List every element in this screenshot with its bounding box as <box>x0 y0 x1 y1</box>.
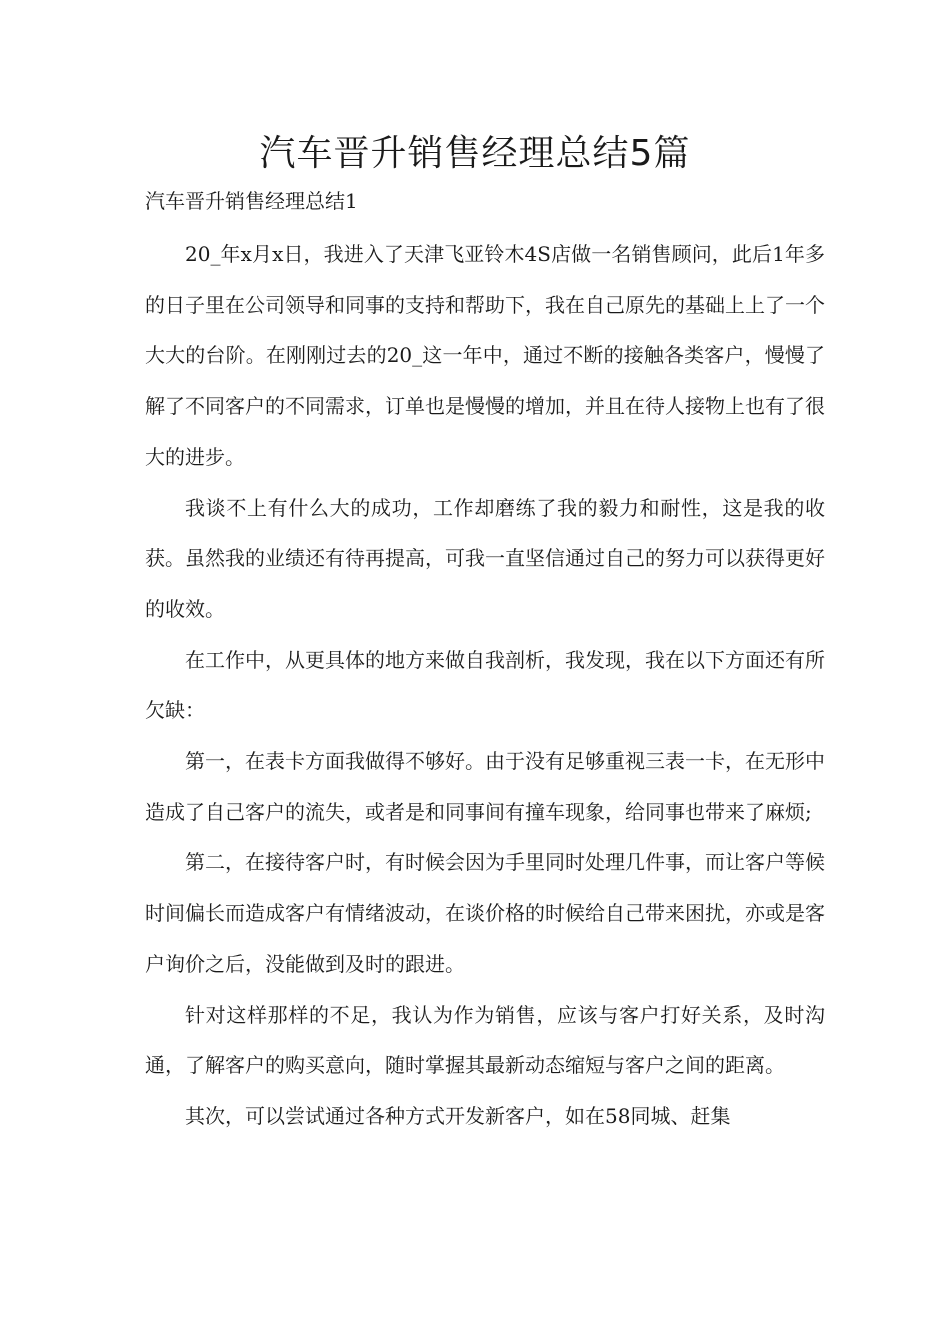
paragraph: 20_年x月x日，我进入了天津飞亚铃木4S店做一名销售顾问，此后1年多的日子里在公司领导和同事的支持和帮助下，我在自己原先的基础上上了一个大大的台阶。在刚刚过去的20_这一年中，通过不断的接触各类客户，慢慢了解了不同客户的不同需求，订单也是慢慢的增加，并且在待人接物上也有了很大的进步。 <box>145 242 825 469</box>
paragraph: 第二，在接待客户时，有时候会因为手里同时处理几件事，而让客户等候时间偏长而造成客户有情绪波动，在谈价格的时候给自己带来困扰，亦或是客户询价之后，没能做到及时的跟进。 <box>145 850 825 976</box>
paragraph: 其次，可以尝试通过各种方式开发新客户，如在58同城、赶集 <box>185 1103 731 1128</box>
page-title: 汽车晋升销售经理总结5篇 <box>259 133 691 174</box>
body-text <box>145 229 825 1142</box>
paragraph: 针对这样那样的不足，我认为作为销售，应该与客户打好关系，及时沟通，了解客户的购买意向，随时掌握其最新动态缩短与客户之间的距离。 <box>145 1002 825 1078</box>
paragraph: 我谈不上有什么大的成功，工作却磨练了我的毅力和耐性，这是我的收获。虽然我的业绩还有待再提高，可我一直坚信通过自己的努力可以获得更好的收效。 <box>145 495 825 621</box>
paragraph: 在工作中，从更具体的地方来做自我剖析，我发现，我在以下方面还有所欠缺： <box>145 647 825 723</box>
paragraph: 第一，在表卡方面我做得不够好。由于没有足够重视三表一卡，在无形中造成了自己客户的流失，或者是和同事间有撞车现象，给同事也带来了麻烦; <box>145 749 825 824</box>
section-subtitle: 汽车晋升销售经理总结1 <box>145 189 358 213</box>
